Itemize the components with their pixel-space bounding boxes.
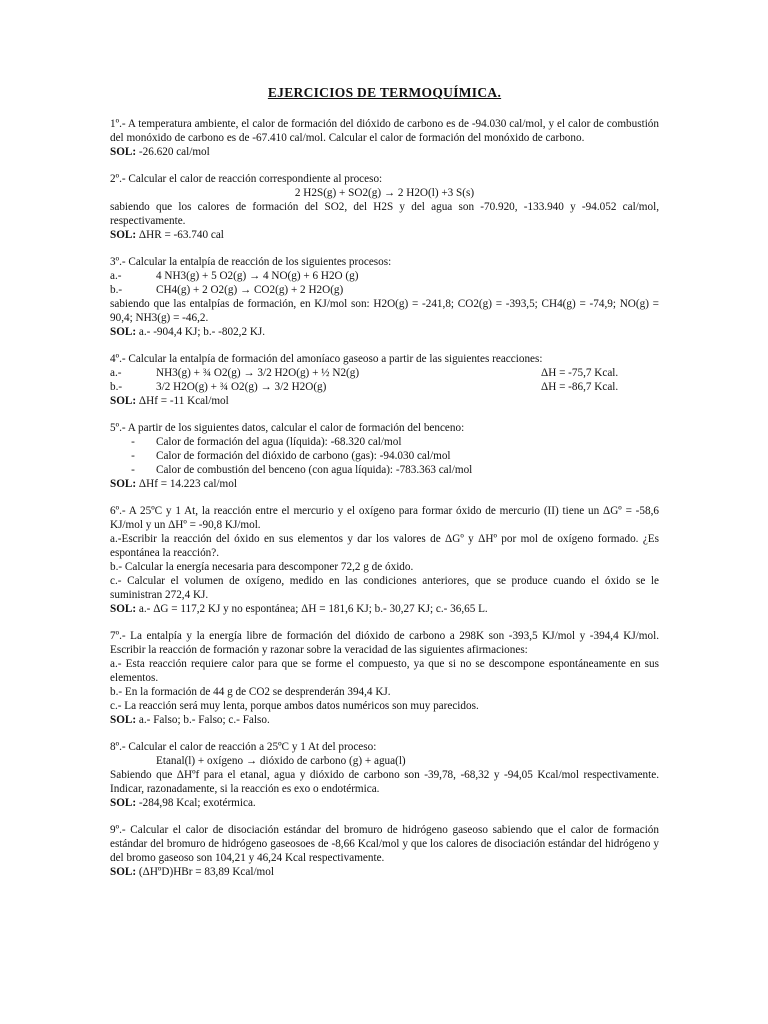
exercise-6-solution: SOL: a.- ΔG = 117,2 KJ y no espontánea; ΔH = 181,6 KJ; b.- 30,27 KJ; c.- 36,65 L. [110,603,488,615]
exercise-1 [110,117,659,159]
exercise-3-statement: 3º.- Calcular la entalpía de reacción de los siguientes procesos: [110,256,392,268]
exercise-2-statement: 2º.- Calcular el calor de reacción correspondiente al proceso: [110,173,383,185]
exercise-2-data: sabiendo que los calores de formación del SO2, del H2S y del agua son -70.920, -133.940 y -94.052 cal/mol, respectivamente. [110,201,659,227]
exercise-3-reaction-b: b.- CH4(g) + 2 O2(g) → CO2(g) + 2 H2O(g) [110,284,344,296]
sol-label: SOL: [110,395,137,407]
exercise-4-reaction-a: a.- NH3(g) + ¾ O2(g) → 3/2 H2O(g) + ½ N2(g) ΔH = -75,7 Kcal. [110,367,619,379]
exercise-6-part-a: a.-Escribir la reacción del óxido en sus elementos y dar los valores de ΔGº y ΔHº por mol de oxígeno formado. ¿Es espontánea la reacción?. [110,533,659,559]
exercise-3-solution: SOL: a.- -904,4 KJ; b.- -802,2 KJ. [110,326,266,338]
exercise-1-solution: SOL: -26.620 cal/mol [110,146,210,158]
sol-label: SOL: [110,866,137,878]
exercise-6 [110,504,659,616]
exercise-2-solution: SOL: ΔHR = -63.740 cal [110,229,224,241]
exercise-7 [110,629,659,727]
exercise-8-statement: 8º.- Calcular el calor de reacción a 25ºC y 1 At del proceso: [110,741,377,753]
exercise-2 [110,172,659,242]
list-item: - Calor de combustión del benceno (con agua líquida): -783.363 cal/mol [131,464,473,476]
exercise-7-part-b: b.- En la formación de 44 g de CO2 se desprenderán 394,4 KJ. [110,686,391,698]
exercise-3 [110,255,659,339]
sol-label: SOL: [110,146,137,158]
exercise-5-statement: 5º.- A partir de los siguientes datos, calcular el calor de formación del benceno: [110,422,465,434]
exercise-6-part-b: b.- Calcular la energía necesaria para descomponer 72,2 g de óxido. [110,561,414,573]
exercise-8 [110,740,659,810]
exercise-9-statement: 9º.- Calcular el calor de disociación estándar del bromuro de hidrógeno gaseoso sabiendo que el calor de formación estándar del bromuro de hidrógeno gaseosoes de -8,66 Kcal/mol y que los calores de disociación estándar del hidrógeno y del bromo gaseoso son 104,21 y 46,24 Kcal respectivamente. [110,824,659,864]
exercise-7-statement: 7º.- La entalpía y la energía libre de formación del dióxido de carbono a 298K son -393,5 KJ/mol y -394,4 KJ/mol. Escribir la reacción de formación y razonar sobre la veracidad de las siguientes afirmaciones: [110,630,659,656]
exercise-7-solution: SOL: a.- Falso; b.- Falso; c.- Falso. [110,714,270,726]
exercise-9 [110,823,659,879]
exercise-1-statement: 1º.- A temperatura ambiente, el calor de formación del dióxido de carbono es de -94.030 cal/mol, y el calor de combustión del monóxido de carbono es de -67.410 cal/mol. Calcular el calor de formación del monóxido de carbono. [110,118,659,144]
exercise-4-reaction-b: b.- 3/2 H2O(g) + ¾ O2(g) → 3/2 H2O(g) ΔH = -86,7 Kcal. [110,381,619,393]
list-item: - Calor de formación del dióxido de carbono (gas): -94.030 cal/mol [131,450,451,462]
exercise-6-statement: 6º.- A 25ºC y 1 At, la reacción entre el mercurio y el oxígeno para formar óxido de mercurio (II) tiene un ΔGº = -58,6 KJ/mol y un ΔHº = -90,8 KJ/mol. [110,505,659,531]
list-item: - Calor de formación del agua (líquida): -68.320 cal/mol [131,436,402,448]
sol-label: SOL: [110,229,137,241]
exercise-9-solution: SOL: (ΔHºD)HBr = 83,89 Kcal/mol [110,866,274,878]
exercise-8-data: Sabiendo que ΔHºf para el etanal, agua y dióxido de carbono son -39,78, -68,32 y -94,05 Kcal/mol respectivamente. Indicar, razonadamente, si la reacción es exo o endotérmica. [110,769,659,795]
exercise-5-solution: SOL: ΔHf = 14.223 cal/mol [110,478,237,490]
exercise-3-data: sabiendo que las entalpías de formación, en KJ/mol son: H2O(g) = -241,8; CO2(g) = -393,5; CH4(g) = -74,9; NO(g) = 90,4; NH3(g) = -46,2. [110,298,659,324]
sol-label: SOL: [110,478,137,490]
sol-label: SOL: [110,797,137,809]
sol-label: SOL: [110,714,137,726]
exercise-7-part-c: c.- La reacción será muy lenta, porque ambos datos numéricos son muy parecidos. [110,700,479,712]
exercise-3-reaction-a: a.- 4 NH3(g) + 5 O2(g) → 4 NO(g) + 6 H2O (g) [110,270,359,282]
exercise-4-solution: SOL: ΔHf = -11 Kcal/mol [110,395,229,407]
document-title: EJERCICIOS DE TERMOQUÍMICA. [267,85,502,100]
sol-label: SOL: [110,326,137,338]
exercise-7-part-a: a.- Esta reacción requiere calor para que se forme el compuesto, ya que si no se descompone espontáneamente en sus elementos. [110,658,659,684]
exercise-8-equation: Etanal(l) + oxígeno → dióxido de carbono (g) + agua(l) [156,755,406,767]
exercise-6-part-c: c.- Calcular el volumen de oxígeno, medido en las condiciones anteriores, que se produce cuando el óxido se le suministran 272,4 KJ. [110,575,659,601]
exercise-8-solution: SOL: -284,98 Kcal; exotérmica. [110,797,256,809]
exercise-4-statement: 4º.- Calcular la entalpía de formación del amoníaco gaseoso a partir de las siguientes reacciones: [110,353,543,365]
document-page [110,86,659,892]
exercise-2-equation: 2 H2S(g) + SO2(g) → 2 H2O(l) +3 S(s) [294,187,475,199]
sol-label: SOL: [110,603,137,615]
exercise-4 [110,352,659,408]
exercise-5 [110,421,659,491]
